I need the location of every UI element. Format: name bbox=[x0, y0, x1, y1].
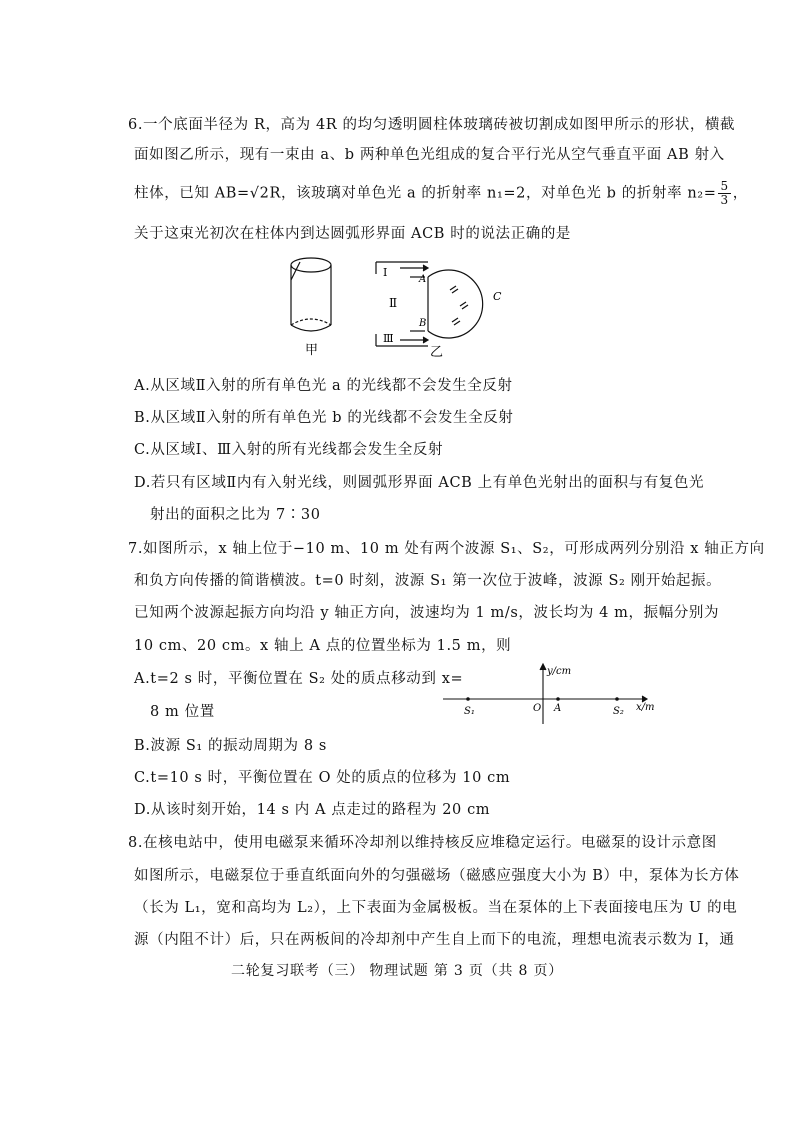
q7-option-a-line-2: 8 m 位置 bbox=[150, 704, 215, 720]
q7-line-2: 和负方向传播的简谐横波。t=0 时刻，波源 S₁ 第一次位于波峰，波源 S₂ 刚开始起振。 bbox=[134, 573, 722, 589]
q6-option-b: B.从区域Ⅱ入射的所有单色光 b 的光线都不会发生全反射 bbox=[134, 410, 514, 426]
fraction-denominator: 3 bbox=[720, 193, 729, 207]
q7-line-3: 已知两个波源起振方向均沿 y 轴正方向，波速均为 1 m/s，波长均为 4 m，振幅分别为 bbox=[134, 605, 720, 621]
figure-jia-cylinder bbox=[291, 258, 331, 331]
q6-line-3-text: 柱体，已知 AB=√2R，该玻璃对单色光 a 的折射率 n₁=2，对单色光 b 的折射率 n₂= bbox=[134, 185, 717, 202]
a-point bbox=[556, 697, 560, 701]
q8-line-3: （长为 L₁，宽和高均为 L₂），上下表面为金属极板。当在泵体的上下表面接电压为 U 的电 bbox=[134, 900, 738, 916]
q6-figure bbox=[280, 250, 520, 362]
q6-option-d-line-2: 射出的面积之比为 7∶30 bbox=[150, 507, 321, 523]
a-label: A bbox=[554, 703, 562, 714]
fraction-numerator: 5 bbox=[720, 179, 729, 193]
q7-option-d: D.从该时刻开始，14 s 内 A 点走过的路程为 20 cm bbox=[134, 802, 491, 818]
q6-line-4: 关于这束光初次在柱体内到达圆弧形界面 ACB 时的说法正确的是 bbox=[134, 226, 572, 242]
s2-point bbox=[615, 697, 619, 701]
q6-line-1: 6.一个底面半径为 R，高为 4R 的均匀透明圆柱体玻璃砖被切割成如图甲所示的形状，横截 bbox=[128, 117, 736, 133]
point-b-label: B bbox=[419, 318, 427, 329]
q6-option-a: A.从区域Ⅱ入射的所有单色光 a 的光线都不会发生全反射 bbox=[134, 378, 513, 394]
page-footer: 二轮复习联考（三） 物理试题 第 3 页（共 8 页） bbox=[230, 963, 564, 979]
region-iii-label: Ⅲ bbox=[383, 332, 394, 345]
refractive-index-fraction bbox=[718, 180, 730, 207]
q7-line-1: 7.如图所示，x 轴上位于−10 m、10 m 处有两个波源 S₁、S₂，可形成两列分别沿 x 轴正方向 bbox=[128, 541, 765, 557]
point-c-label: C bbox=[493, 290, 502, 303]
q7-option-b: B.波源 S₁ 的振动周期为 8 s bbox=[134, 738, 327, 754]
q7-option-a-line-1: A.t=2 s 时，平衡位置在 S₂ 处的质点移动到 x= bbox=[134, 671, 464, 687]
region-ii-label: Ⅱ bbox=[389, 296, 398, 310]
q8-line-4: 源（内阻不计）后，只在两板间的冷却剂中产生自上而下的电流，理想电流表示数为 I，通 bbox=[134, 932, 735, 948]
s1-label: S₁ bbox=[464, 706, 475, 717]
label-yi: 乙 bbox=[430, 345, 444, 360]
q6-line-2: 面如图乙所示，现有一束由 a、b 两种单色光组成的复合平行光从空气垂直平面 AB 射入 bbox=[134, 147, 725, 163]
q8-line-2: 如图所示，电磁泵位于垂直纸面向外的匀强磁场（磁感应强度大小为 B）中，泵体为长方体 bbox=[134, 868, 740, 884]
q8-line-1: 8.在核电站中，使用电磁泵来循环冷却剂以维持核反应堆稳定运行。电磁泵的设计示意图 bbox=[128, 835, 717, 851]
q7-wave-figure bbox=[440, 662, 660, 728]
region-i-label: Ⅰ bbox=[383, 266, 388, 279]
q6-line-3-end: ， bbox=[732, 185, 748, 202]
x-axis-label: x/m bbox=[636, 702, 655, 713]
y-axis-label: y/cm bbox=[547, 666, 572, 677]
q7-line-4: 10 cm、20 cm。x 轴上 A 点的位置坐标为 1.5 m，则 bbox=[134, 638, 512, 654]
origin-label: O bbox=[533, 703, 542, 714]
q7-option-c: C.t=10 s 时，平衡位置在 O 处的质点的位移为 10 cm bbox=[134, 770, 511, 786]
y-axis-arrow bbox=[540, 664, 546, 670]
q6-line-3 bbox=[134, 180, 748, 207]
q6-option-c: C.从区域Ⅰ、Ⅲ入射的所有光线都会发生全反射 bbox=[134, 442, 444, 458]
q6-option-d-line-1: D.若只有区域Ⅱ内有入射光线，则圆弧形界面 ACB 上有单色光射出的面积与有复色光 bbox=[134, 475, 705, 491]
s1-point bbox=[466, 697, 470, 701]
point-a-label: A bbox=[419, 274, 427, 285]
s2-label: S₂ bbox=[613, 706, 624, 717]
label-jia: 甲 bbox=[305, 343, 319, 358]
